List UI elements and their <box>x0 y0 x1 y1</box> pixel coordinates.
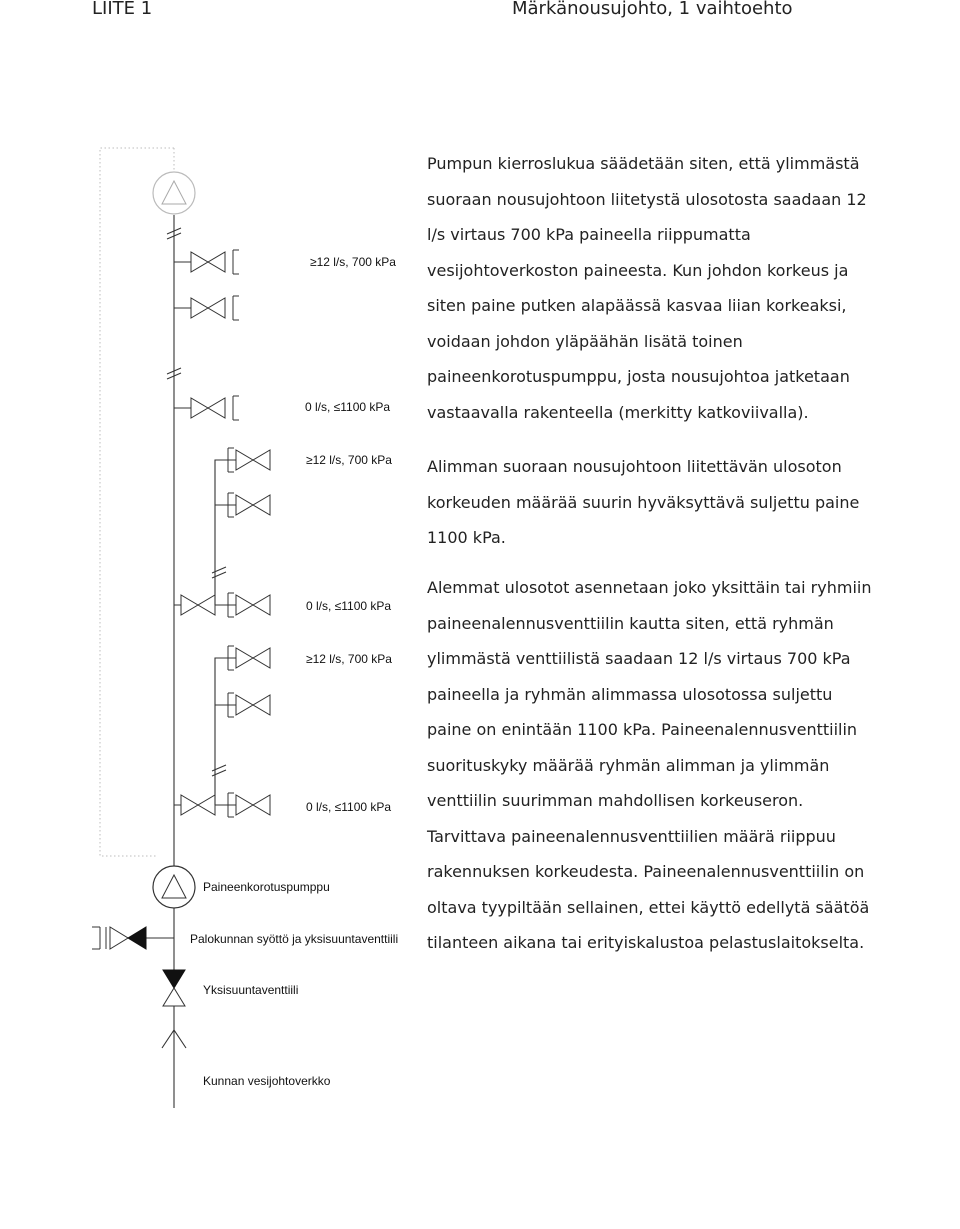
flow-label-zero: 0 l/s, ≤1100 kPa <box>306 800 392 814</box>
booster-pump-label: Paineenkorotuspumppu <box>203 880 330 894</box>
outlet-valve <box>191 296 239 320</box>
flow-label-zero: 0 l/s, ≤1100 kPa <box>306 599 392 613</box>
paragraph-lower-outlets: Alemmat ulosotot asennetaan joko yksittäin tai ryhmiin paineenalennusventtiilin kautta siten, että ryhmän ylimmästä venttiilistä saadaan 12 l/s virtaus 700 kPa paineella ja ryhmän alimmassa ulosotossa suljettu paine on enintään 1100 kPa. Paineenalennusventtiilin suorituskyky määrää ryhmän alimman ja ylimmän venttiilin suurimman mahdollisen korkeuseron. Tarvittava paineenalennusventtiilien määrä riippuu rakennuksen korkeudesta. Paineenalennusventtiilin on oltava tyypiltään sellainen, ettei käyttö edellytä säätöä tilanteen aikana tai erityiskalustoa pelastuslaitokselta. <box>427 578 872 952</box>
outlet-valve <box>191 396 239 420</box>
appendix-label: LIITE 1 <box>92 0 153 19</box>
page-title: Märkänousujohto, 1 vaihtoehto <box>512 0 793 19</box>
fire-inlet-label: Palokunnan syöttö ja yksisuuntaventtiili <box>190 932 399 946</box>
inlet-valve-open <box>110 927 128 949</box>
check-valve-label: Yksisuuntaventtiili <box>203 983 299 997</box>
paragraph-lowest-outlet: Alimman suoraan nousujohtoon liitettävän ulosoton korkeuden määrää suurin hyväksyttävä suljettu paine 1100 kPa. <box>427 457 860 547</box>
pressure-reducing-valve <box>181 795 215 815</box>
paragraph-pump-control: Pumpun kierroslukua säädetään siten, että ylimmästä suoraan nousujohtoon liitetystä ulosotosta saadaan 12 l/s virtaus 700 kPa paineella riippumatta vesijohtoverkoston paineesta. Kun johdon korkeus ja siten paine putken alapäässä kasvaa liian korkeaksi, voidaan johdon yläpäähän lisätä toinen paineenkorotuspumppu, josta nousujohtoa jatketaan vastaavalla rakenteella (merkitty katkoviivalla). <box>427 154 867 422</box>
inlet-coupling <box>92 927 106 949</box>
flow-label-high: ≥12 l/s, 700 kPa <box>310 255 396 269</box>
check-valve-top <box>163 970 185 988</box>
check-valve-filled <box>128 927 146 949</box>
pipe-break-mark <box>212 765 226 776</box>
check-valve-bottom <box>163 988 185 1006</box>
pipe-break-mark <box>212 567 226 578</box>
flow-label-zero: 0 l/s, ≤1100 kPa <box>305 400 391 414</box>
flow-label-high: ≥12 l/s, 700 kPa <box>306 453 392 467</box>
flow-label-high: ≥12 l/s, 700 kPa <box>306 652 392 666</box>
dashed-continuation-line <box>100 148 174 856</box>
pressure-reducing-valve <box>181 595 215 615</box>
water-network-label: Kunnan vesijohtoverkko <box>203 1074 331 1088</box>
outlet-valve <box>191 250 239 274</box>
booster-pump-symbol <box>153 866 195 908</box>
upper-booster-pump-symbol <box>153 148 195 214</box>
